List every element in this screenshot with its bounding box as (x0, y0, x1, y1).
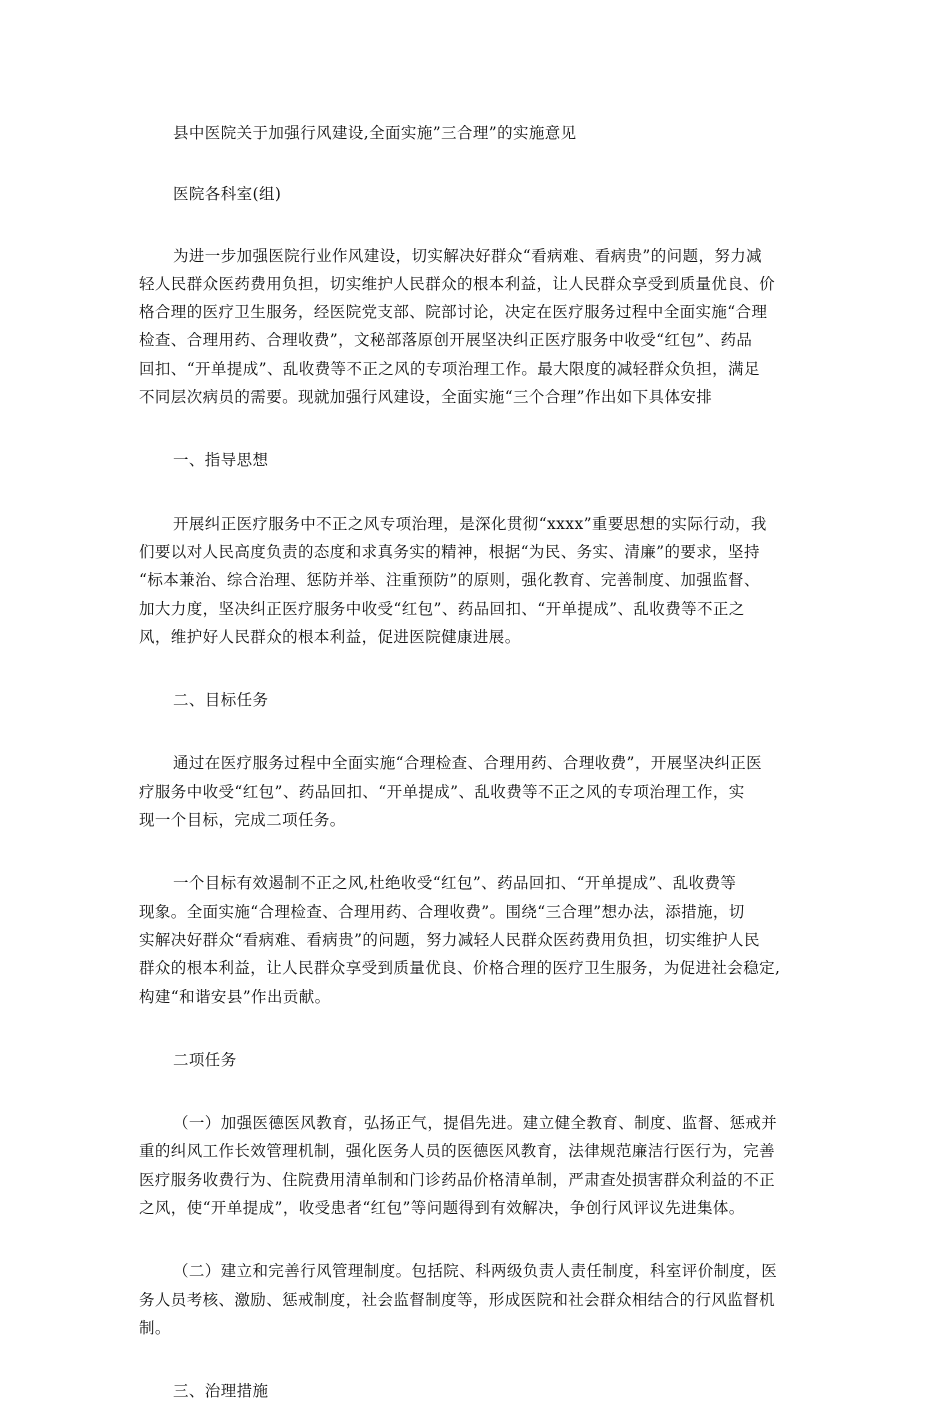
task-1-paragraph (139, 1109, 819, 1222)
text-line: 检查、合理用药、合理收费”，文秘部落原创开展坚决纠正医疗服务中收受“红包”、药品 (139, 331, 753, 350)
task-2-paragraph (139, 1257, 819, 1342)
text-line: “标本兼治、综合治理、惩防并举、注重预防”的原则，强化教育、完善制度、加强监督、 (139, 571, 760, 590)
text-line: 制。 (139, 1318, 171, 1337)
text-line: 轻人民群众医药费用负担，切实维护人民群众的根本利益，让人民群众享受到质量优良、价 (139, 274, 776, 293)
section2-paragraph-1 (139, 749, 819, 834)
intro-paragraph (139, 242, 819, 412)
text-line: 格合理的医疗卫生服务，经医院党支部、院部讨论，决定在医疗服务过程中全面实施“合理 (139, 303, 768, 322)
section-heading: 二、目标任务 (173, 691, 269, 710)
text-line: 回扣、“开单提成”、乱收费等不正之风的专项治理工作。最大限度的减轻群众负担，满足 (139, 359, 760, 378)
text-line: 实解决好群众“看病难、看病贵”的问题，努力减轻人民群众医药费用负担，切实维护人民 (139, 930, 760, 949)
text-line: 们要以对人民高度负责的态度和求真务实的精神，根据“为民、务实、清廉”的要求，坚持 (139, 542, 760, 561)
text-line: 风，维护好人民群众的根本利益，促进医院健康进展。 (139, 627, 521, 646)
text-line: 开展纠正医疗服务中不正之风专项治理，是深化贯彻“xxxx”重要思想的实际行动，我 (173, 514, 767, 533)
text-line: （一）加强医德医风教育，弘扬正气，提倡先进。建立健全教育、制度、监督、惩戒并 (173, 1114, 778, 1133)
text-line: （二）建立和完善行风管理制度。包括院、科两级负责人责任制度，科室评价制度，医 (173, 1262, 778, 1281)
section1-paragraph (139, 510, 819, 651)
text-line: 一个目标有效遏制不正之风,杜绝收受“红包”、药品回扣、“开单提成”、乱收费等 (173, 874, 737, 893)
text-line: 构建“和谐安县”作出贡献。 (139, 987, 331, 1006)
section-heading: 三、治理措施 (173, 1382, 269, 1401)
addressee: 医院各科室(组) (173, 185, 282, 204)
text-line: 现象。全面实施“合理检查、合理用药、合理收费”。围绕“三合理”想办法，添措施，切 (139, 902, 745, 921)
text-line: 疗服务中收受“红包”、药品回扣、“开单提成”、乱收费等不正之风的专项治理工作，实 (139, 782, 745, 801)
text-line: 现一个目标，完成二项任务。 (139, 811, 346, 830)
text-line: 之风，使“开单提成”，收受患者“红包”等问题得到有效解决，争创行风评议先进集体。 (139, 1199, 745, 1218)
subsection-heading: 二项任务 (173, 1050, 237, 1069)
text-line: 重的纠风工作长效管理机制，强化医务人员的医德医风教育，法律规范廉洁行医行为，完善 (139, 1142, 776, 1161)
text-line: 加大力度，坚决纠正医疗服务中收受“红包”、药品回扣、“开单提成”、乱收费等不正之 (139, 599, 745, 618)
text-line: 群众的根本利益，让人民群众享受到质量优良、价格合理的医疗卫生服务，为促进社会稳定, (139, 959, 781, 978)
text-line: 务人员考核、激励、惩戒制度，社会监督制度等，形成医院和社会群众相结合的行风监督机 (139, 1290, 776, 1309)
text-line: 不同层次病员的需要。现就加强行风建设，全面实施“三个合理”作出如下具体安排 (139, 388, 713, 407)
document-body (139, 119, 819, 1406)
section2-paragraph-2 (139, 869, 819, 1010)
text-line: 医疗服务收费行为、住院费用清单制和门诊药品价格清单制，严肃查处损害群众利益的不正 (139, 1170, 776, 1189)
text-line: 通过在医疗服务过程中全面实施“合理检查、合理用药、合理收费”，开展坚决纠正医 (173, 754, 763, 773)
section-heading: 一、指导思想 (173, 451, 269, 470)
text-line: 为进一步加强医院行业作风建设，切实解决好群众“看病难、看病贵”的问题，努力减 (173, 246, 763, 265)
document-title: 县中医院关于加强行风建设,全面实施”三合理”的实施意见 (173, 124, 577, 142)
